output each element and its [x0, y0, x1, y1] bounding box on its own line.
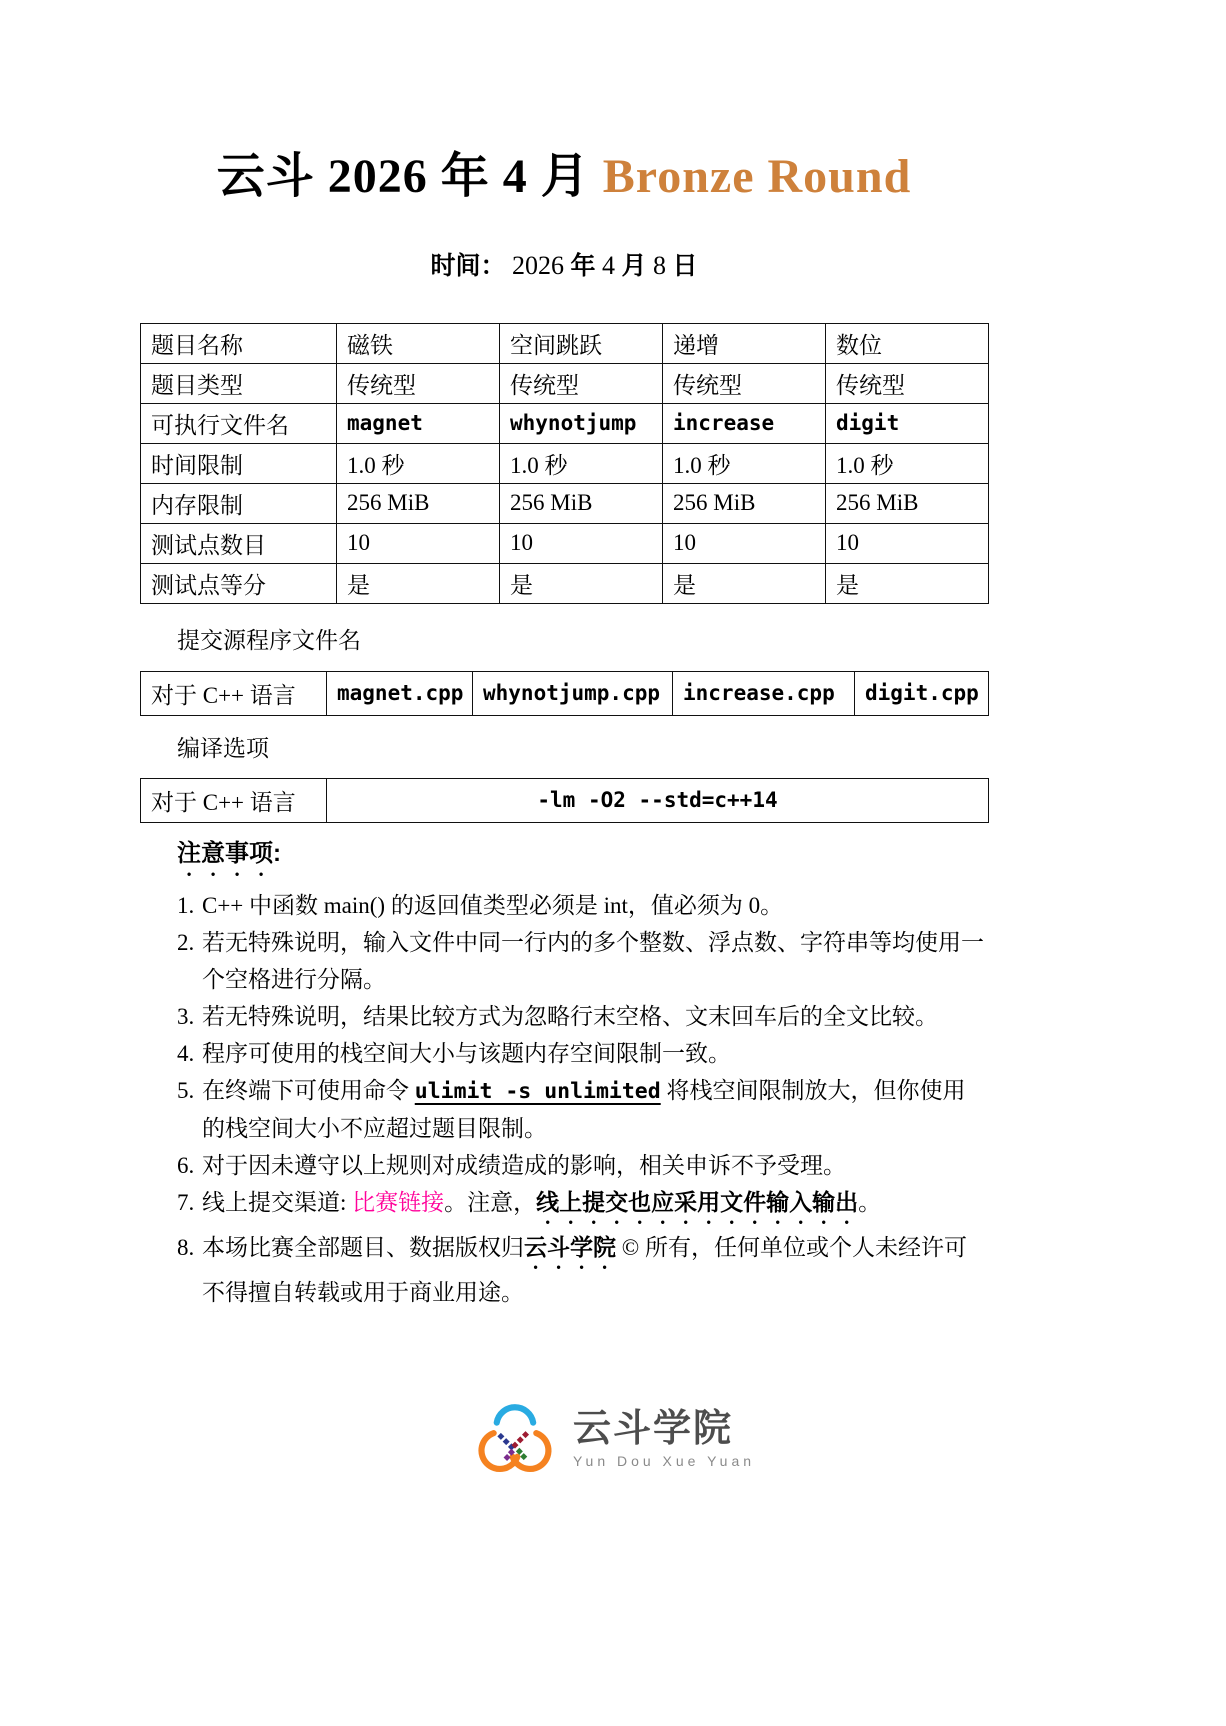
note-text: 云斗学院	[524, 1233, 616, 1260]
date-segment: 年	[570, 251, 596, 280]
info-cell: 256 MiB	[663, 483, 826, 523]
note-item	[200, 1229, 988, 1311]
source-file-cell: whynotjump.cpp	[473, 671, 673, 715]
date-segment: 4	[595, 250, 622, 280]
info-cell: 是	[337, 563, 500, 603]
info-cell: 是	[826, 563, 989, 603]
submit-files-table	[140, 671, 989, 716]
note-text: © 所有，任何单位或个人未经许可不得擅自转载或用于商业用途。	[202, 1234, 967, 1305]
info-row-label: 题目类型	[141, 363, 337, 403]
yundou-logo	[471, 1398, 755, 1480]
problem-info-table	[140, 323, 989, 604]
note-item	[200, 1072, 988, 1147]
date-segment: 月	[621, 251, 647, 280]
info-cell: 空间跳跃	[500, 323, 663, 363]
logo-name-pinyin: Yun Dou Xue Yuan	[572, 1453, 756, 1470]
note-text: 本场比赛全部题目、数据版权归	[202, 1234, 524, 1260]
info-row-label: 测试点等分	[141, 563, 337, 603]
contest-date	[140, 250, 988, 282]
info-row-label: 时间限制	[141, 443, 337, 483]
info-cell: 传统型	[826, 363, 989, 403]
notes-list	[140, 887, 988, 1311]
note-item	[200, 1035, 988, 1072]
source-file-cell: increase.cpp	[673, 671, 855, 715]
note-text: 线上提交渠道:	[202, 1189, 353, 1215]
info-table-row	[141, 563, 989, 603]
info-cell: 256 MiB	[500, 483, 663, 523]
info-cell: 10	[500, 523, 663, 563]
content-column	[140, 0, 988, 1311]
date-segment: 时间：	[430, 251, 506, 280]
note-text: 若无特殊说明，结果比较方式为忽略行末空格、文末回车后的全文比较。	[202, 1003, 938, 1029]
info-cell: 传统型	[663, 363, 826, 403]
info-cell: magnet	[337, 403, 500, 443]
submit-files-row	[141, 671, 989, 715]
compile-flags: -lm -O2 --std=c++14	[327, 778, 989, 822]
note-item	[200, 887, 988, 924]
note-text: C++ 中函数 main() 的返回值类型必须是 int，值必须为 0。	[202, 892, 784, 918]
compile-options-table	[140, 778, 989, 823]
note-text: 。注意，	[444, 1189, 537, 1215]
info-cell: 磁铁	[337, 323, 500, 363]
info-row-label: 内存限制	[141, 483, 337, 523]
source-file-cell: digit.cpp	[855, 671, 989, 715]
info-table-row	[141, 323, 989, 363]
page-title	[140, 148, 988, 206]
info-cell: 10	[663, 523, 826, 563]
info-table-row	[141, 443, 989, 483]
compile-options-label: 编译选项	[177, 735, 269, 761]
date-segment: 8	[646, 250, 673, 280]
info-cell: whynotjump	[500, 403, 663, 443]
info-row-label: 可执行文件名	[141, 403, 337, 443]
compile-options-row	[141, 778, 989, 822]
note-text: 在终端下可使用命令	[202, 1077, 415, 1103]
note-item	[200, 1147, 988, 1184]
info-cell: 数位	[826, 323, 989, 363]
contest-link[interactable]: 比赛链接	[352, 1189, 445, 1215]
note-text: 线上提交也应采用文件输入输出	[536, 1188, 859, 1215]
logo-text	[573, 1409, 755, 1470]
notes-heading: 注意事项:	[177, 839, 281, 867]
submit-row-label: 对于 C++ 语言	[141, 671, 327, 715]
info-cell: 10	[337, 523, 500, 563]
source-file-cell: magnet.cpp	[327, 671, 473, 715]
info-cell: 1.0 秒	[826, 443, 989, 483]
note-text: 程序可使用的栈空间大小与该题内存空间限制一致。	[202, 1040, 731, 1066]
info-cell: 是	[500, 563, 663, 603]
logo-name-cn: 云斗学院	[572, 1407, 733, 1450]
info-row-label: 测试点数目	[141, 523, 337, 563]
info-cell: 1.0 秒	[337, 443, 500, 483]
info-table-row	[141, 363, 989, 403]
info-cell: 递增	[663, 323, 826, 363]
note-text: 将栈空间限制放大，但你使用的栈空间大小不应超过题目限制。	[202, 1077, 966, 1141]
note-text: 。	[858, 1189, 882, 1215]
info-cell: 10	[826, 523, 989, 563]
info-cell: 是	[663, 563, 826, 603]
info-table-row	[141, 483, 989, 523]
note-item	[200, 924, 988, 998]
yundou-cloud-icon	[471, 1398, 559, 1480]
info-row-label: 题目名称	[141, 323, 337, 363]
info-cell: 256 MiB	[826, 483, 989, 523]
date-segment: 日	[672, 251, 698, 280]
info-cell: 256 MiB	[337, 483, 500, 523]
terminal-command: ulimit -s unlimited	[414, 1078, 661, 1104]
submit-files-label: 提交源程序文件名	[177, 627, 361, 653]
compile-row-label: 对于 C++ 语言	[141, 778, 327, 822]
title-cn: 云斗 2026 年 4 月	[216, 150, 603, 203]
date-segment: 2026	[505, 250, 571, 280]
note-text: 对于因未遵守以上规则对成绩造成的影响，相关申诉不予受理。	[202, 1152, 846, 1178]
info-cell: 传统型	[500, 363, 663, 403]
info-cell: digit	[826, 403, 989, 443]
info-table-row	[141, 523, 989, 563]
info-cell: 1.0 秒	[500, 443, 663, 483]
title-round: Bronze Round	[602, 150, 912, 203]
note-item	[200, 998, 988, 1035]
info-cell: 传统型	[337, 363, 500, 403]
note-text: 若无特殊说明，输入文件中同一行内的多个整数、浮点数、字符串等均使用一个空格进行分隔。	[202, 929, 984, 992]
info-table-row	[141, 403, 989, 443]
note-item	[200, 1184, 988, 1229]
info-cell: 1.0 秒	[663, 443, 826, 483]
info-cell: increase	[663, 403, 826, 443]
